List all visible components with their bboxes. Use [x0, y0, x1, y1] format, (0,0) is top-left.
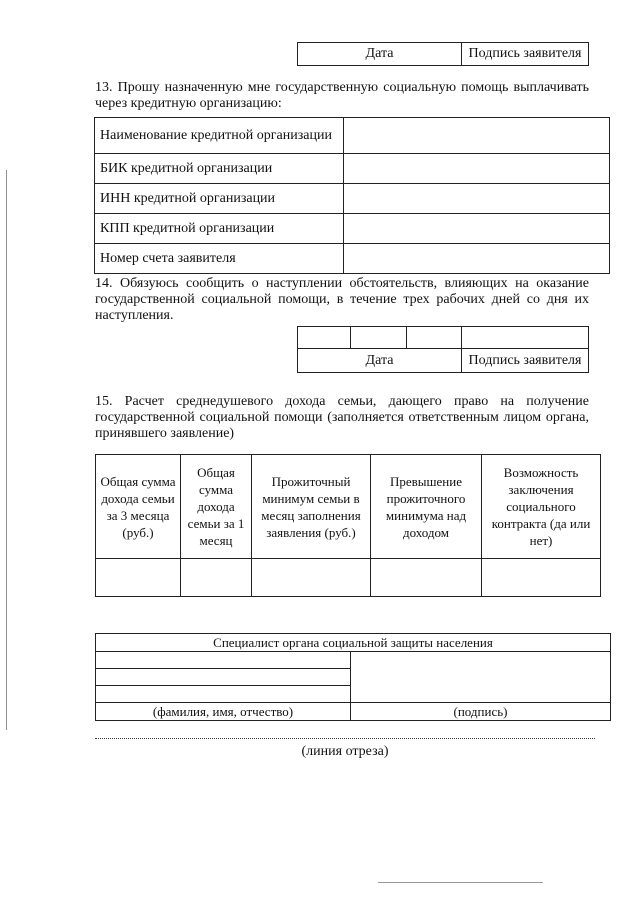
- bik-label: БИК кредитной организации: [95, 154, 344, 184]
- inn-field[interactable]: [344, 184, 610, 214]
- value-excess[interactable]: [371, 559, 482, 597]
- scan-edge-line: [6, 170, 7, 730]
- account-label: Номер счета заявителя: [95, 244, 344, 274]
- item-14-signature-table: [297, 326, 589, 373]
- fio-label: (фамилия, имя, отчество): [96, 703, 351, 721]
- scan-mark: [378, 882, 543, 883]
- account-field[interactable]: [344, 244, 610, 274]
- header-total-1-month: Общая сумма дохода семьи за 1 месяц: [181, 455, 252, 559]
- item-14-date-label: Дата: [298, 349, 462, 373]
- cut-line: [95, 738, 595, 739]
- cut-line-label: (линия отреза): [301, 744, 389, 759]
- bank-name-field[interactable]: [344, 118, 610, 154]
- header-total-3-months: Общая сумма дохода семьи за 3 месяца (руб.): [96, 455, 181, 559]
- fio-line-1[interactable]: [96, 652, 351, 669]
- specialist-title: Специалист органа социальной защиты населения: [96, 634, 611, 652]
- date-month-cell[interactable]: [351, 327, 407, 349]
- income-calc-table: [95, 454, 601, 597]
- bik-field[interactable]: [344, 154, 610, 184]
- specialist-signature-field[interactable]: [351, 652, 611, 703]
- date-day-cell[interactable]: [298, 327, 351, 349]
- specialist-table: [95, 633, 611, 721]
- fio-line-2[interactable]: [96, 669, 351, 686]
- item-13-text: 13. Прошу назначенную мне государственную социальную помощь выплачивать через кредитную организацию:: [95, 80, 589, 111]
- kpp-field[interactable]: [344, 214, 610, 244]
- item-15-text: 15. Расчет среднедушевого дохода семьи, дающего право на получение государственной социальной помощи (заполняется ответственным лицом органа, принявшего заявление): [95, 394, 589, 441]
- fio-line-3[interactable]: [96, 686, 351, 703]
- item-14-text: 14. Обязуюсь сообщить о наступлении обстоятельств, влияющих на оказание государственной социальной помощи, в течение трех рабочих дней со дня их наступления.: [95, 276, 589, 323]
- inn-label: ИНН кредитной организации: [95, 184, 344, 214]
- top-date-cell: Дата: [298, 43, 462, 66]
- header-social-contract: Возможность заключения социального контракта (да или нет): [482, 455, 601, 559]
- date-year-cell[interactable]: [407, 327, 462, 349]
- bank-name-label: Наименование кредитной организации: [95, 118, 344, 154]
- top-signature-table: [297, 42, 589, 66]
- value-total-1-month[interactable]: [181, 559, 252, 597]
- top-signature-cell: Подпись заявителя: [462, 43, 589, 66]
- sign-label: (подпись): [351, 703, 611, 721]
- header-excess: Превышение прожиточного минимума над доходом: [371, 455, 482, 559]
- header-subsistence-minimum: Прожиточный минимум семьи в месяц заполнения заявления (руб.): [252, 455, 371, 559]
- kpp-label: КПП кредитной организации: [95, 214, 344, 244]
- value-total-3-months[interactable]: [96, 559, 181, 597]
- item-14-signature-label: Подпись заявителя: [462, 349, 589, 373]
- bank-details-table: [94, 117, 610, 274]
- value-subsistence-minimum[interactable]: [252, 559, 371, 597]
- signature-blank-cell[interactable]: [462, 327, 589, 349]
- value-social-contract[interactable]: [482, 559, 601, 597]
